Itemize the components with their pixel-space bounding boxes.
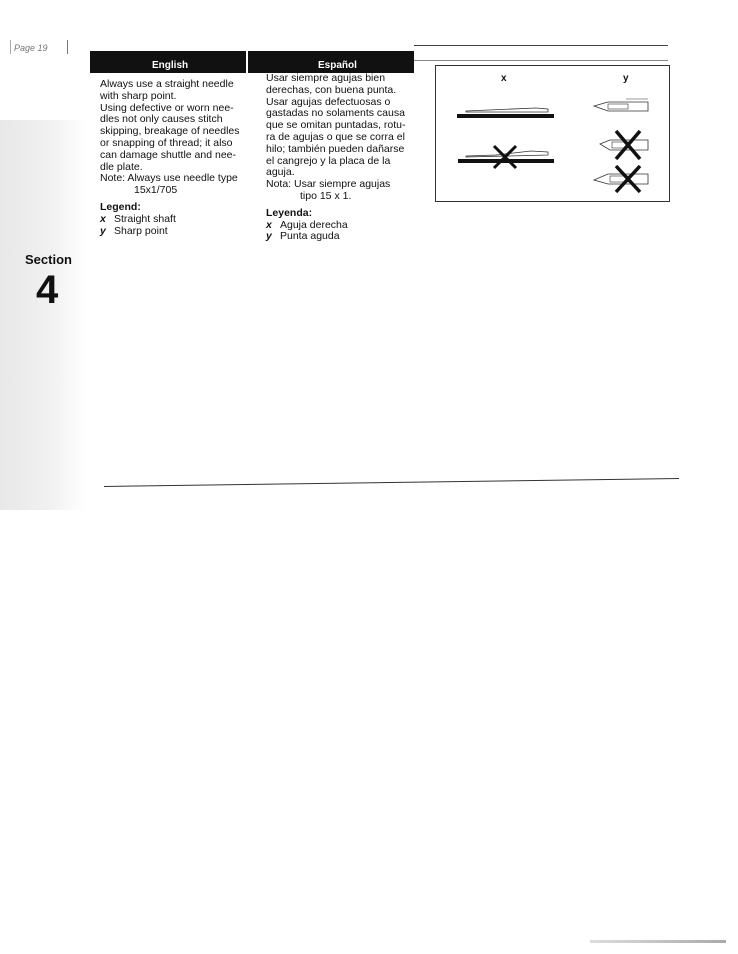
english-note: Note: Always use needle type bbox=[100, 172, 238, 185]
spanish-column bbox=[266, 73, 426, 243]
english-line: dle plate. bbox=[100, 160, 143, 173]
english-header-bar bbox=[90, 51, 246, 73]
top-rule-secondary bbox=[414, 60, 668, 61]
english-line: Using defective or worn nee- bbox=[100, 101, 234, 114]
straight-needle-icon bbox=[457, 108, 554, 118]
blunt-point-needle-icon bbox=[600, 131, 648, 159]
bent-needle-icon bbox=[458, 146, 554, 168]
legend-key: x bbox=[266, 218, 272, 231]
sharp-point-needle-icon bbox=[594, 99, 648, 111]
english-legend-title: Legend: bbox=[100, 200, 141, 213]
section-side-strip bbox=[0, 120, 86, 510]
english-header-text: English bbox=[152, 60, 189, 71]
spanish-note-value: tipo 15 x 1. bbox=[300, 189, 352, 202]
spanish-line: el cangrejo y la placa de la bbox=[266, 154, 391, 167]
spanish-line: Usar siempre agujas bien bbox=[266, 72, 386, 84]
spanish-line: gastadas no solaments causa bbox=[266, 107, 405, 120]
english-column bbox=[100, 79, 256, 237]
legend-text: Aguja derecha bbox=[280, 218, 348, 231]
spanish-line: ra de agujas o que se corra el bbox=[266, 130, 405, 143]
legend-text: Punta aguda bbox=[280, 230, 340, 243]
english-line: Always use a straight needle bbox=[100, 78, 234, 90]
spanish-line: derechas, con buena punta. bbox=[266, 83, 397, 96]
english-line: or snapping of thread; it also bbox=[100, 136, 233, 149]
spanish-line: hilo; también pueden dañarse bbox=[266, 142, 405, 155]
needle-figure bbox=[435, 65, 670, 202]
english-line: skipping, breakage of needles bbox=[100, 125, 240, 138]
legend-key: y bbox=[266, 230, 272, 243]
spanish-line: que se omitan puntadas, rotu- bbox=[266, 119, 406, 132]
burred-point-needle-icon bbox=[594, 166, 648, 192]
page-number-label: Page 19 bbox=[14, 43, 48, 53]
english-note-value: 15x1/705 bbox=[134, 184, 178, 197]
corner-rule bbox=[590, 940, 726, 943]
english-line: dles not only causes stitch bbox=[100, 113, 223, 126]
legend-key: y bbox=[100, 224, 106, 237]
spanish-note: Nota: Usar siempre agujas bbox=[266, 178, 391, 191]
spanish-legend-item bbox=[266, 231, 426, 243]
english-line: with sharp point. bbox=[100, 89, 177, 102]
legend-text: Sharp point bbox=[114, 224, 168, 237]
bottom-rule bbox=[104, 478, 679, 487]
legend-text: Straight shaft bbox=[114, 212, 176, 225]
english-line: can damage shuttle and nee- bbox=[100, 148, 237, 161]
spanish-header-bar bbox=[248, 51, 414, 73]
spanish-header-text: Español bbox=[318, 60, 357, 71]
spanish-line: aguja. bbox=[266, 166, 295, 179]
top-rule bbox=[414, 45, 668, 46]
legend-key: x bbox=[100, 212, 106, 225]
needle-illustration bbox=[436, 66, 669, 201]
english-legend-item bbox=[100, 226, 256, 238]
section-number: 4 bbox=[36, 268, 59, 312]
figure-label-y: y bbox=[623, 73, 629, 84]
section-label: Section bbox=[25, 252, 72, 267]
spanish-legend-title: Leyenda: bbox=[266, 206, 313, 219]
spanish-line: Usar agujas defectuosas o bbox=[266, 95, 391, 108]
figure-label-x: x bbox=[501, 73, 507, 84]
